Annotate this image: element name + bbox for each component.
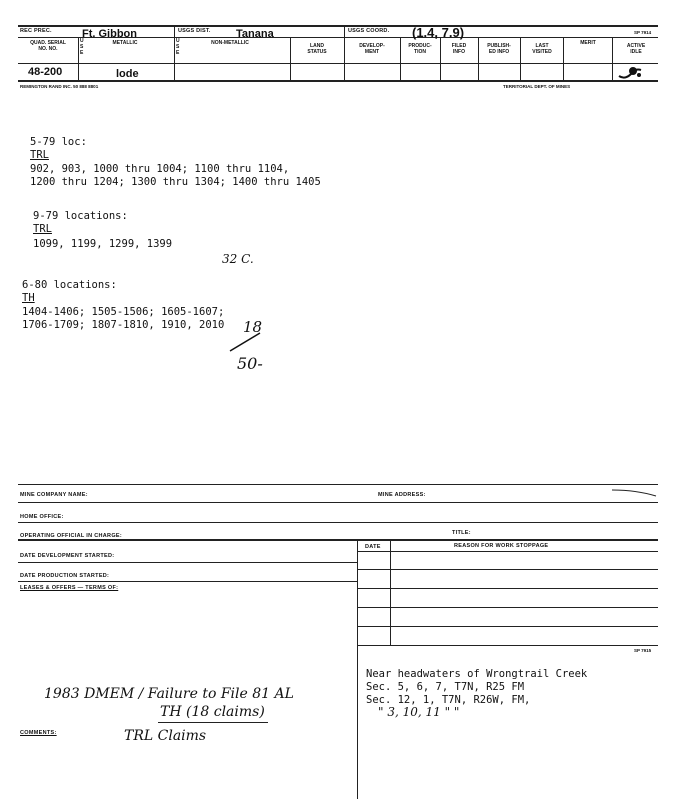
block3-title: 6-80 locations: [22, 279, 117, 291]
ink-smudge-mark [617, 62, 645, 82]
block1-title: 5-79 loc: [30, 136, 87, 148]
block2-line1: 1099, 1199, 1299, 1399 [33, 238, 173, 250]
block2-title: 9-79 locations: [33, 210, 128, 222]
rec-prec-label: REC PREC. [20, 28, 52, 34]
usgs-coord-value: (1.4, 7.9) [412, 25, 465, 40]
dept-line: TERRITORIAL DEPT. OF MINES [503, 84, 571, 89]
block2-note: 32 C. [222, 252, 254, 266]
filed-info-label: FILED INFO [451, 43, 467, 55]
handwritten-line2: TH (18 claims) [160, 704, 265, 720]
title-label: TITLE: [452, 530, 471, 536]
merit-label: MERIT [580, 40, 596, 46]
location-desc-line4: " 3, 10, 11 " " [378, 705, 460, 719]
metallic-value: lode [116, 68, 139, 80]
rec-prec-value: Ft. Gibbon [82, 28, 137, 40]
production-label: PRODUC- TION [408, 43, 432, 55]
printer-line: REMINGTON RAND INC. 50 888 8801 [20, 84, 99, 89]
metallic-label: METALLIC [112, 40, 138, 46]
last-visited-label: LAST VISITED [532, 43, 552, 55]
quad-serial-value: 48-200 [28, 66, 63, 78]
mine-company-label: MINE COMPANY NAME: [20, 492, 88, 498]
mine-address-label: MINE ADDRESS: [378, 492, 426, 498]
date-dev-label: DATE DEVELOPMENT STARTED: [20, 553, 115, 559]
form-code2: SP 7915 [634, 648, 652, 653]
location-desc-line1: Near headwaters of Wrongtrail Creek [366, 668, 588, 680]
quad-serial-label: QUAD. SERIAL NO. NO. [30, 40, 66, 52]
location-desc-line2: Sec. 5, 6, 7, T7N, R25 FM [366, 681, 525, 693]
reason-col-label: REASON FOR WORK STOPPAGE [454, 543, 549, 549]
block1-type: TRL [30, 149, 49, 161]
active-idle-label: ACTIVE IDLE [626, 43, 646, 55]
block3-type: TH [22, 292, 35, 304]
corner-curve-mark [610, 478, 660, 498]
handwritten-line1: 1983 DMEM / Failure to File 81 AL [44, 686, 294, 702]
use-label: U S E [80, 38, 84, 56]
handwritten-line3: TRL Claims [124, 728, 207, 744]
land-status-label: LAND STATUS [307, 43, 327, 55]
block1-line2: 1200 thru 1204; 1300 thru 1304; 1400 thru 1405 [30, 176, 321, 188]
development-label: DEVELOP- MENT [359, 43, 385, 55]
operating-official-label: OPERATING OFFICIAL IN CHARGE: [20, 533, 122, 539]
home-office-label: HOME OFFICE: [20, 514, 64, 520]
leases-label: LEASES & OFFERS — TERMS OF: [20, 585, 119, 591]
nonmetallic-label: NON-METALLIC [211, 40, 249, 46]
location-desc-line3: Sec. 12, 1, T7N, R26W, FM, [366, 694, 531, 706]
tally-top: 18 [243, 318, 263, 336]
block2-type: TRL [33, 223, 52, 235]
usgs-coord-label: USGS COORD. [348, 28, 390, 34]
usgs-dist-label: USGS DIST. [178, 28, 211, 34]
date-col-label: DATE [365, 544, 381, 550]
block3-line2: 1706-1709; 1807-1810, 1910, 2010 [22, 319, 225, 331]
comments-label: COMMENTS: [20, 730, 57, 736]
date-prod-label: DATE PRODUCTION STARTED: [20, 573, 110, 579]
tally-slash [226, 330, 266, 354]
published-info-label: PUBLISH- ED INFO [487, 43, 511, 55]
usgs-dist-value: Tanana [236, 28, 274, 40]
use2-label: U S E [176, 38, 180, 56]
tally-bottom: 50- [237, 354, 263, 373]
form-code: SP 7914 [634, 30, 652, 35]
block3-line1: 1404-1406; 1505-1506; 1605-1607; [22, 306, 225, 318]
block1-line1: 902, 903, 1000 thru 1004; 1100 thru 1104, [30, 163, 290, 175]
